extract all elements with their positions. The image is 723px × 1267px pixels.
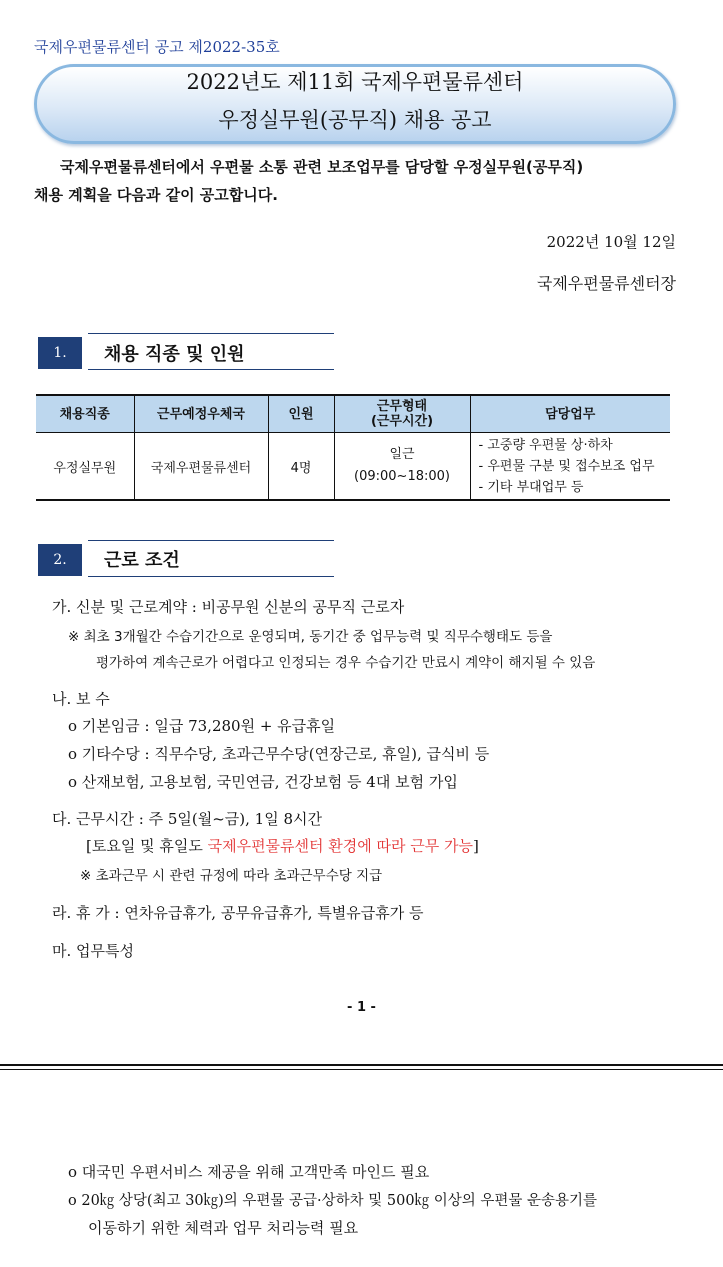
page-number: - 1 - — [347, 1000, 376, 1015]
pay-item: o 기타수당 : 직무수당, 초과근무수당(연장근로, 휴일), 급식비 등 — [68, 745, 490, 763]
note-probation-1: ※ 최초 3개월간 수습기간으로 운영되며, 동기간 중 업무능력 및 직무수행태도 등을 — [68, 629, 553, 645]
pay-item: o 산재보험, 고용보험, 국민연금, 건강보험 등 4대 보험 가입 — [68, 773, 458, 791]
header-work-type-line1: 근무형태 — [376, 399, 428, 414]
header-duties: 담당업무 — [470, 395, 670, 433]
header-count: 인원 — [268, 395, 334, 433]
section-2-number: 2. — [38, 544, 82, 576]
cell-job-type: 우정실무원 — [36, 433, 134, 501]
section-2-rule-bottom — [88, 576, 334, 577]
cell-work-hours: (09:00~18:00) — [354, 469, 450, 484]
section-1-title: 채용 직종 및 인원 — [104, 344, 245, 365]
header-job-type: 채용직종 — [36, 395, 134, 433]
table-header-row — [36, 395, 670, 433]
section-1-number: 1. — [38, 337, 82, 369]
page-divider — [0, 1069, 723, 1070]
section-1-rule-bottom — [88, 369, 334, 370]
header-work-type-line2: (근무시간) — [370, 414, 434, 429]
page-title-line1: 2022년도 제11회 국제우편물류센터 — [186, 70, 524, 94]
overtime-note: ※ 초과근무 시 관련 규정에 따라 초과근무수당 지급 — [80, 868, 383, 884]
characteristic-item-cont: 이동하기 위한 체력과 업무 처리능력 필요 — [88, 1219, 359, 1237]
issuer: 국제우편물류센터장 — [536, 274, 676, 293]
duty-item: - 우편물 구분 및 접수보조 업무 — [478, 458, 655, 474]
pay-item: o 기본임금 : 일급 73,280원 + 유급휴일 — [68, 717, 336, 735]
section-2-title: 근로 조건 — [104, 550, 180, 571]
page-divider — [0, 1064, 723, 1066]
item-da-hours: 다. 근무시간 : 주 5일(월~금), 1일 8시간 — [52, 810, 322, 828]
cell-work-type — [334, 433, 470, 501]
page-title-line2: 우정실무원(공무직) 채용 공고 — [218, 108, 492, 132]
item-ma-characteristics: 마. 업무특성 — [52, 942, 134, 960]
characteristic-item: o 대국민 우편서비스 제공을 위해 고객만족 마인드 필요 — [68, 1163, 430, 1181]
document-number: 국제우편물류센터 공고 제2022-35호 — [34, 38, 280, 56]
section-2-rule-top — [88, 540, 334, 541]
intro-line2: 채용 계획을 다음과 같이 공고합니다. — [34, 186, 278, 204]
cell-office: 국제우편물류센터 — [134, 433, 268, 501]
header-office: 근무예정우체국 — [134, 395, 268, 433]
intro-line1: 국제우편물류센터에서 우편물 소통 관련 보조업무를 담당할 우정실무원(공무직) — [60, 158, 584, 176]
duty-item: - 고중량 우편물 상·하차 — [478, 437, 613, 453]
item-ra-leave: 라. 휴 가 : 연차유급휴가, 공무유급휴가, 특별유급휴가 등 — [52, 904, 424, 922]
characteristic-item: o 20㎏ 상당(최고 30㎏)의 우편물 공급·상하차 및 500㎏ 이상의 우편물 운송용기를 — [68, 1193, 597, 1209]
cell-work-type-line1: 일근 — [389, 447, 415, 462]
section-1-rule-top — [88, 333, 334, 334]
header-work-type — [334, 395, 470, 433]
bracket-prefix: [토요일 및 휴일도 — [86, 837, 208, 855]
cell-duties — [470, 433, 670, 501]
item-ga-status: 가. 신분 및 근로계약 : 비공무원 신분의 공무직 근로자 — [52, 598, 405, 616]
announcement-date: 2022년 10월 12일 — [546, 233, 676, 251]
note-probation-2: 평가하여 계속근로가 어렵다고 인정되는 경우 수습기간 만료시 계약이 해지될 수 있음 — [96, 655, 596, 671]
duty-item: - 기타 부대업무 등 — [478, 479, 584, 495]
table-row — [36, 433, 670, 501]
cell-count: 4명 — [268, 433, 334, 501]
bracket-highlight: 국제우편물류센터 환경에 따라 근무 가능 — [207, 837, 473, 855]
recruitment-table — [36, 394, 670, 501]
item-na-pay: 나. 보 수 — [52, 690, 110, 708]
hours-note-bracket — [86, 835, 479, 856]
bracket-suffix: ] — [473, 837, 479, 855]
